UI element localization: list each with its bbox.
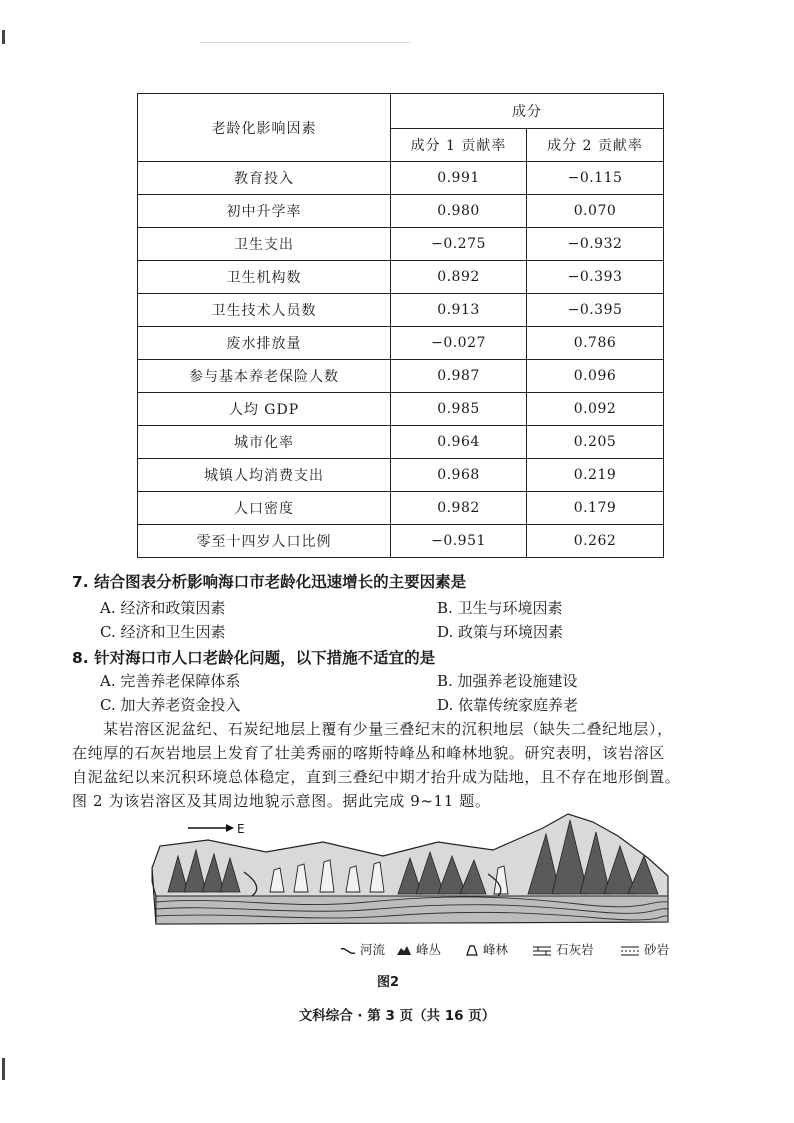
factor-cell: 参与基本养老保险人数 [138,360,391,393]
page-footer: 文科综合 · 第 3 页（共 16 页） [298,1008,496,1024]
question-8-option-a: A. 完善养老保障体系 [100,672,241,690]
legend-fenglin [465,940,508,958]
margin-mark-bottom [2,1058,5,1080]
question-8-option-b: B. 加强养老设施建设 [437,672,578,690]
table-row [138,261,664,294]
c2-cell: −0.395 [527,294,664,327]
c1-cell: 0.892 [391,261,527,294]
c2-cell: 0.096 [527,360,664,393]
passage-line-3: 自泥盆纪以来沉积环境总体稳定，直到三叠纪中期才抬升成为陆地，且不存在地形倒置。 [72,768,681,786]
question-8-option-c: C. 加大养老资金投入 [100,696,241,714]
table-row [138,162,664,195]
c2-cell: 0.070 [527,195,664,228]
c2-cell: 0.219 [527,459,664,492]
c1-cell: 0.987 [391,360,527,393]
table-row [138,228,664,261]
table-row [138,492,664,525]
c2-cell: 0.179 [527,492,664,525]
c1-cell: 0.985 [391,393,527,426]
c2-cell: 0.262 [527,525,664,558]
factor-cell: 教育投入 [138,162,391,195]
factor-cell: 城市化率 [138,426,391,459]
c1-cell: −0.951 [391,525,527,558]
question-7-option-c: C. 经济和卫生因素 [100,623,226,641]
factor-cell: 城镇人均消费支出 [138,459,391,492]
top-rule [200,42,410,43]
c1-cell: 0.991 [391,162,527,195]
c1-cell: 0.968 [391,459,527,492]
question-7-title: 7. 结合图表分析影响海口市老龄化迅速增长的主要因素是 [72,573,467,591]
header-component: 成分 [391,94,664,129]
passage-line-2: 在纯厚的石灰岩地层上发育了壮美秀丽的喀斯特峰丛和峰林地貌。研究表明，该岩溶区 [72,744,665,762]
question-7-option-a: A. 经济和政策因素 [100,599,226,617]
legend-fengcong [396,940,441,958]
direction-label: E [237,822,245,836]
question-8-title: 8. 针对海口市人口老龄化问题，以下措施不适宜的是 [72,649,436,667]
factor-cell: 人口密度 [138,492,391,525]
margin-mark-top [2,30,5,44]
question-8-option-d: D. 依靠传统家庭养老 [437,696,579,714]
c1-cell: 0.980 [391,195,527,228]
aging-factor-table [137,93,664,558]
c1-cell: −0.027 [391,327,527,360]
c1-cell: −0.275 [391,228,527,261]
table-row [138,294,664,327]
table-row [138,459,664,492]
sandstone-icon [620,945,640,956]
c2-cell: 0.205 [527,426,664,459]
factor-cell: 人均 GDP [138,393,391,426]
legend-fengcong-label: 峰丛 [415,942,441,957]
fengcong-icon [396,945,412,956]
c2-cell: −0.393 [527,261,664,294]
c2-cell: 0.786 [527,327,664,360]
river-icon [340,946,356,956]
passage-line-1: 某岩溶区泥盆纪、石炭纪地层上覆有少量三叠纪末的沉积地层（缺失二叠纪地层）， [103,720,673,738]
factor-cell: 卫生支出 [138,228,391,261]
question-7-option-d: D. 政策与环境因素 [437,623,564,641]
c2-cell: −0.115 [527,162,664,195]
header-component-1: 成分 1 贡献率 [391,129,527,162]
factor-cell: 初中升学率 [138,195,391,228]
legend-sandstone-label: 砂岩 [643,942,669,957]
factor-cell: 废水排放量 [138,327,391,360]
header-component-2: 成分 2 贡献率 [527,129,664,162]
question-7-option-b: B. 卫生与环境因素 [437,599,563,617]
limestone-icon [532,945,552,956]
c2-cell: 0.092 [527,393,664,426]
figure-caption: 图2 [377,975,400,990]
legend-sandstone [620,940,669,958]
factor-cell: 卫生机构数 [138,261,391,294]
table-row [138,525,664,558]
table-row [138,360,664,393]
legend-limestone-label: 石灰岩 [555,942,594,957]
passage-line-4: 图 2 为该岩溶区及其周边地貌示意图。据此完成 9~11 题。 [72,792,491,810]
c1-cell: 0.913 [391,294,527,327]
c1-cell: 0.982 [391,492,527,525]
table-row [138,393,664,426]
legend-fenglin-label: 峰林 [482,942,508,957]
legend-river [340,940,385,958]
header-factor: 老龄化影响因素 [138,94,391,162]
c2-cell: −0.932 [527,228,664,261]
factor-cell: 零至十四岁人口比例 [138,525,391,558]
c1-cell: 0.964 [391,426,527,459]
factor-cell: 卫生技术人员数 [138,294,391,327]
karst-block-svg [148,812,678,937]
legend-limestone [532,940,594,958]
table-row [138,327,664,360]
fenglin-icon [465,945,479,956]
table-row [138,426,664,459]
legend-river-label: 河流 [359,942,385,957]
table-row [138,195,664,228]
